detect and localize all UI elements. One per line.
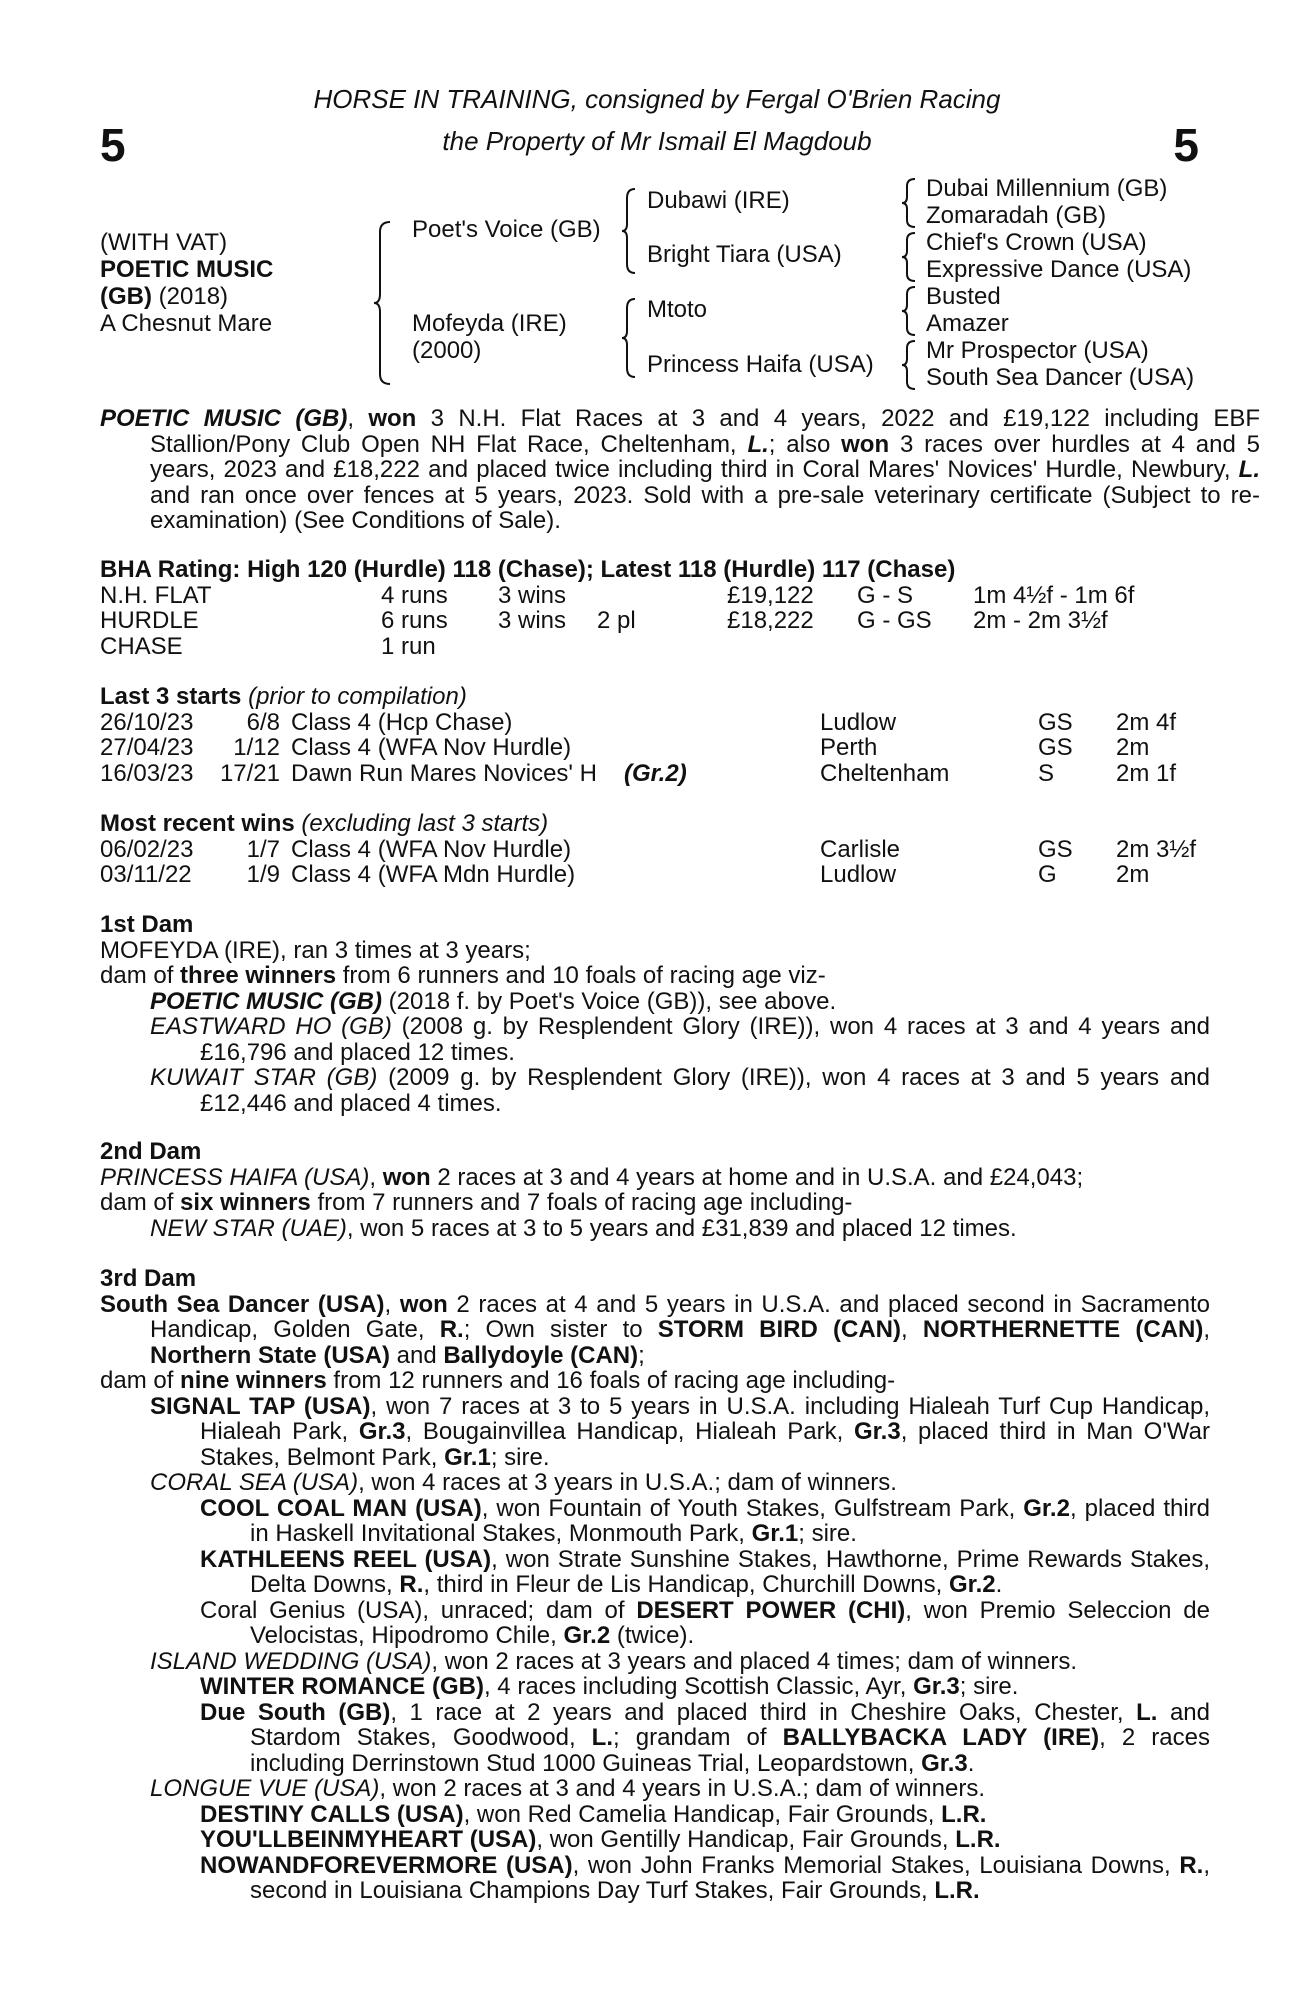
bha-rating-title: BHA Rating: High 120 (Hurdle) 118 (Chase); Latest 118 (Hurdle) 117 (Chase) [100, 556, 956, 583]
grandfoal-youllbeinmyheart: YOU'LLBEINMYHEART (USA), won Gentilly Handicap, Fair Grounds, L.R. [200, 1826, 1001, 1853]
first-dam-foal-3: KUWAIT STAR (GB) (2009 g. by Resplendent Glory (IRE)), won 4 races at 3 and 5 years and £12,446 and placed 4 times. [150, 1064, 1210, 1117]
start-course: Ludlow [820, 708, 897, 736]
win-dist: 2m 3½f [1116, 835, 1197, 863]
rating-runs: 6 runs [381, 607, 448, 634]
win-pos: 1/9 [246, 861, 280, 888]
brace-dam-parents [620, 296, 640, 380]
ped-dss: Busted [926, 283, 1001, 310]
sire-sire: Dubawi (IRE) [647, 187, 790, 214]
dam-sire: Mtoto [647, 296, 708, 323]
rating-row [100, 583, 1210, 609]
most-recent-wins [100, 811, 1210, 888]
brace-ds [900, 284, 920, 338]
ped-ddd: South Sea Dancer (USA) [926, 364, 1195, 391]
horse-country-year: (GB) (2018) [100, 283, 229, 310]
first-dam-foal-1: POETIC MUSIC (GB) (2018 f. by Poet's Voice (GB)), see above. [150, 987, 837, 1015]
start-dist: 2m 1f [1116, 759, 1177, 787]
dam-dam: Princess Haifa (USA) [647, 351, 874, 378]
start-race: Dawn Run Mares Novices' H [291, 759, 598, 787]
start-row [100, 710, 1210, 736]
foal-signal-tap: SIGNAL TAP (USA), won 7 races at 3 to 5 years in U.S.A. including Hialeah Turf Cup Handicap, Hialeah Park, Gr.3, Bougainvillea Handicap, Hialeah Park, Gr.3, placed third in Man O'War Stakes, Belmont Park, Gr.1; sire. [150, 1392, 1211, 1471]
horse-description: A Chesnut Mare [100, 310, 273, 337]
rating-going: G - S [857, 581, 914, 609]
start-date: 26/10/23 [100, 708, 194, 736]
consignor-line: HORSE IN TRAINING, consigned by Fergal O'Brien Racing [313, 84, 1001, 114]
grandfoal-due-south: Due South (GB), 1 race at 2 years and placed third in Cheshire Oaks, Chester, L. and Stardom Stakes, Goodwood, L.; grandam of BALLYBACKA LADY (IRE), 2 races including Derrinstown Stud 1000 Guineas Trial, Leopardstown, Gr.3. [200, 1698, 1210, 1777]
first-dam-foal-2: EASTWARD HO (GB) (2008 g. by Resplendent Glory (IRE)), won 4 races at 3 and 4 years and £16,796 and placed 12 times. [150, 1013, 1210, 1066]
win-row [100, 862, 1210, 888]
ped-dsd: Amazer [926, 310, 1009, 337]
rating-wins: 3 wins [498, 581, 567, 609]
start-going: GS [1038, 708, 1073, 736]
win-race: Class 4 (WFA Nov Hurdle) [291, 835, 572, 863]
race-record-summary: POETIC MUSIC (GB), won 3 N.H. Flat Races at 3 and 4 years, 2022 and £19,122 including EBF Stallion/Pony Club Open NH Flat Race, Cheltenham, L.; also won 3 races over hurdles at 4 and 5 years, 2023 and £18,222 and placed twice including third in Coral Mares' Novices' Hurdle, Newbury, L. and ran once over fences at 5 years, 2023. Sold with a pre-sale veterinary certificate (Subject to re-examination) (See Conditions of Sale). [100, 405, 1260, 534]
start-pos: 17/21 [219, 759, 280, 787]
win-course: Ludlow [820, 861, 897, 888]
rating-dist: 2m - 2m 3½f [973, 607, 1108, 634]
rating-wins: 3 wins [498, 607, 567, 634]
rating-type: CHASE [100, 632, 183, 660]
second-dam-produce: dam of six winners from 7 runners and 7 foals of racing age including- [100, 1189, 853, 1216]
start-going: GS [1038, 734, 1073, 761]
start-row [100, 761, 1210, 787]
rating-row [100, 634, 1210, 660]
third-dam-title: 3rd Dam [100, 1265, 197, 1292]
brace-dd [900, 338, 920, 392]
brace-ss [900, 176, 920, 230]
lot-number-left: 5 [100, 119, 126, 171]
win-date: 03/11/22 [100, 861, 192, 888]
horse-vat: (WITH VAT) [100, 229, 228, 256]
rating-runs: 4 runs [381, 581, 448, 609]
dam-year: (2000) [412, 337, 482, 364]
first-dam-title: 1st Dam [100, 911, 194, 938]
grandfoal-destiny-calls: DESTINY CALLS (USA), won Red Camelia Handicap, Fair Grounds, L.R. [200, 1800, 987, 1828]
start-going: S [1038, 759, 1055, 787]
lot-number-right: 5 [1173, 119, 1199, 171]
first-dam [100, 912, 1210, 1116]
second-dam-foal-1: NEW STAR (UAE), won 5 races at 3 to 5 years and £31,839 and placed 12 times. [150, 1214, 1017, 1242]
bha-rating [100, 557, 1210, 659]
ped-sss: Dubai Millennium (GB) [926, 175, 1168, 202]
horse-name: POETIC MUSIC [100, 256, 274, 283]
start-dist: 2m [1116, 734, 1150, 761]
rating-going: G - GS [857, 607, 932, 634]
rating-money: £18,222 [727, 607, 814, 634]
third-dam-line: South Sea Dancer (USA), won 2 races at 4 and 5 years in U.S.A. and placed second in Sacramento Handicap, Golden Gate, R.; Own sister to STORM BIRD (CAN), NORTHERNETTE (CAN), Northern State (USA) and Ballydoyle (CAN); [100, 1290, 1211, 1369]
sire-dam: Bright Tiara (USA) [647, 241, 842, 268]
grandfoal-winter-romance: WINTER ROMANCE (GB), 4 races including Scottish Classic, Ayr, Gr.3; sire. [200, 1673, 1019, 1700]
first-dam-produce: dam of three winners from 6 runners and 10 foals of racing age viz- [100, 962, 826, 989]
brace-sd [900, 230, 920, 284]
grandfoal-nowandforevermore: NOWANDFOREVERMORE (USA), won John Franks Memorial Stakes, Louisiana Downs, R., second in Louisiana Champions Day Turf Stakes, Fair Grounds, L.R. [200, 1851, 1210, 1904]
start-pos: 1/12 [233, 734, 280, 761]
start-race: Class 4 (Hcp Chase) [291, 708, 513, 736]
dam: Mofeyda (IRE) [412, 310, 567, 337]
start-dist: 2m 4f [1116, 708, 1177, 736]
rating-money: £19,122 [727, 581, 814, 609]
first-dam-line: MOFEYDA (IRE), ran 3 times at 3 years; [100, 936, 531, 964]
win-date: 06/02/23 [100, 835, 194, 863]
last-3-title: Last 3 starts (prior to compilation) [100, 683, 467, 710]
start-pos: 6/8 [246, 708, 280, 736]
third-dam-produce: dam of nine winners from 12 runners and 16 foals of racing age including- [100, 1367, 896, 1394]
rating-dist: 1m 4½f - 1m 6f [973, 581, 1135, 609]
win-row [100, 837, 1210, 863]
start-row [100, 735, 1210, 761]
second-dam [100, 1139, 1210, 1241]
win-race: Class 4 (WFA Mdn Hurdle) [291, 861, 576, 888]
rating-type: HURDLE [100, 607, 199, 634]
ped-ssd: Zomaradah (GB) [926, 202, 1107, 229]
win-going: G [1038, 861, 1057, 888]
win-going: GS [1038, 835, 1073, 863]
start-course: Perth [820, 734, 878, 761]
start-date: 16/03/23 [100, 759, 194, 787]
second-dam-title: 2nd Dam [100, 1138, 202, 1165]
foal-coral-sea: CORAL SEA (USA), won 4 races at 3 years in U.S.A.; dam of winners. [150, 1469, 897, 1496]
rating-row [100, 608, 1210, 634]
ped-sds: Chief's Crown (USA) [926, 229, 1147, 256]
brace-sire-dam [372, 218, 396, 388]
rating-runs: 1 run [381, 632, 436, 660]
win-dist: 2m [1116, 861, 1150, 888]
start-grade: (Gr.2) [624, 759, 687, 787]
win-course: Carlisle [820, 835, 901, 863]
third-dam [100, 1266, 1210, 1904]
rating-pl: 2 pl [597, 607, 636, 634]
grandfoal-kathleens-reel: KATHLEENS REEL (USA), won Strate Sunshine Stakes, Hawthorne, Prime Rewards Stakes, Delta Downs, R., third in Fleur de Lis Handicap, Churchill Downs, Gr.2. [200, 1545, 1210, 1598]
start-date: 27/04/23 [100, 734, 194, 761]
ped-sdd: Expressive Dance (USA) [926, 256, 1192, 283]
foal-island-wedding: ISLAND WEDDING (USA), won 2 races at 3 years and placed 4 times; dam of winners. [150, 1647, 1078, 1675]
last-3-starts [100, 684, 1210, 786]
start-course: Cheltenham [820, 759, 950, 787]
second-dam-line: PRINCESS HAIFA (USA), won 2 races at 3 and 4 years at home and in U.S.A. and £24,043; [100, 1163, 1084, 1191]
foal-longue-vue: LONGUE VUE (USA), won 2 races at 3 and 4 years in U.S.A.; dam of winners. [150, 1775, 985, 1802]
brace-sire-parents [620, 186, 640, 276]
rating-type: N.H. FLAT [100, 581, 212, 609]
start-race: Class 4 (WFA Nov Hurdle) [291, 734, 572, 761]
grandfoal-cool-coal-man: COOL COAL MAN (USA), won Fountain of Youth Stakes, Gulfstream Park, Gr.2, placed third in Haskell Invitational Stakes, Monmouth Park, Gr.1; sire. [200, 1494, 1211, 1547]
sire: Poet's Voice (GB) [412, 216, 601, 243]
recent-wins-title: Most recent wins (excluding last 3 starts) [100, 810, 549, 837]
win-pos: 1/7 [246, 835, 280, 863]
property-line: the Property of Mr Ismail El Magdoub [442, 126, 872, 156]
grandfoal-coral-genius: Coral Genius (USA), unraced; dam of DESERT POWER (CHI), won Premio Seleccion de Velocistas, Hipodromo Chile, Gr.2 (twice). [200, 1596, 1210, 1649]
ped-dds: Mr Prospector (USA) [926, 337, 1149, 364]
